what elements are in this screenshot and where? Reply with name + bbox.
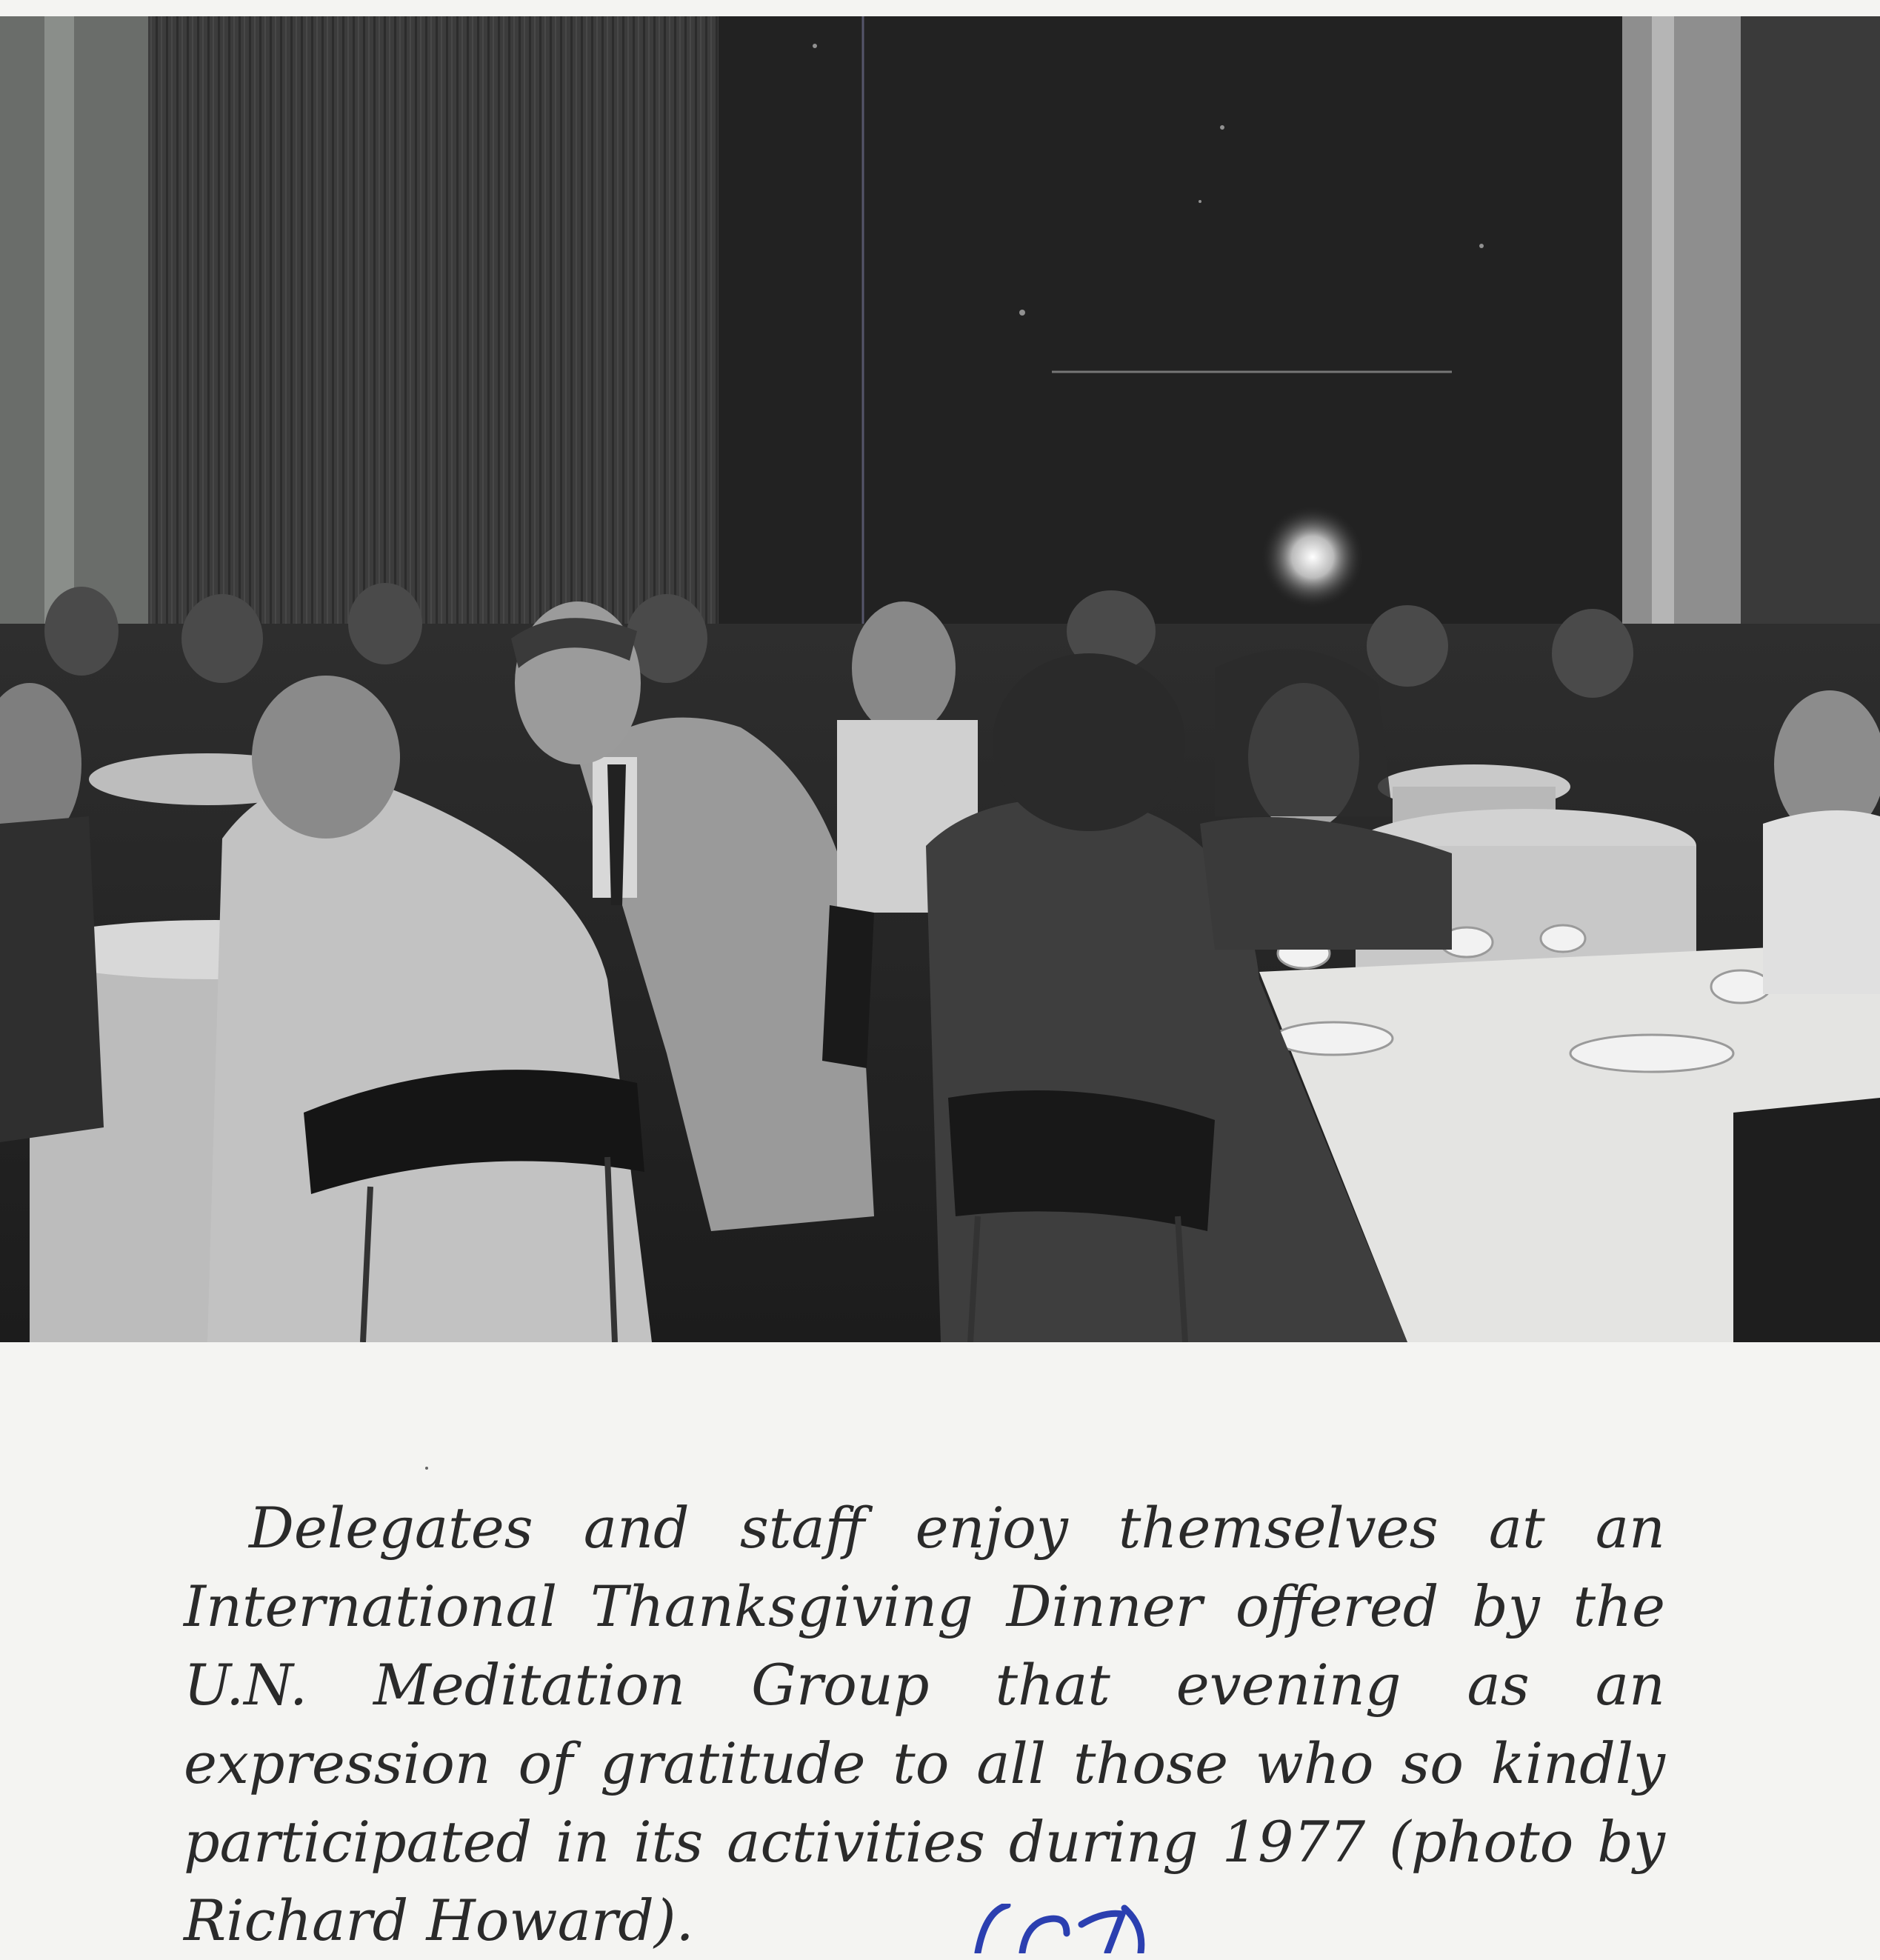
- pillar-right: [1622, 16, 1741, 668]
- curtain-center: [719, 16, 1622, 624]
- ceiling-light: [1261, 505, 1364, 609]
- event-photo: [0, 16, 1880, 1342]
- print-speck: [425, 1467, 428, 1470]
- photo-caption: Delegates and staff enjoy themselves at an International Thanksgiving Dinner offered by the U.N. Meditation Group that evening as an expression of gratitude to all those who so kindly participated in its activities during 1977 (photo by Richard Howard).: [184, 1495, 1665, 1953]
- handwritten-page-number-mark: [956, 1904, 1148, 1953]
- curtain-left: [148, 16, 719, 624]
